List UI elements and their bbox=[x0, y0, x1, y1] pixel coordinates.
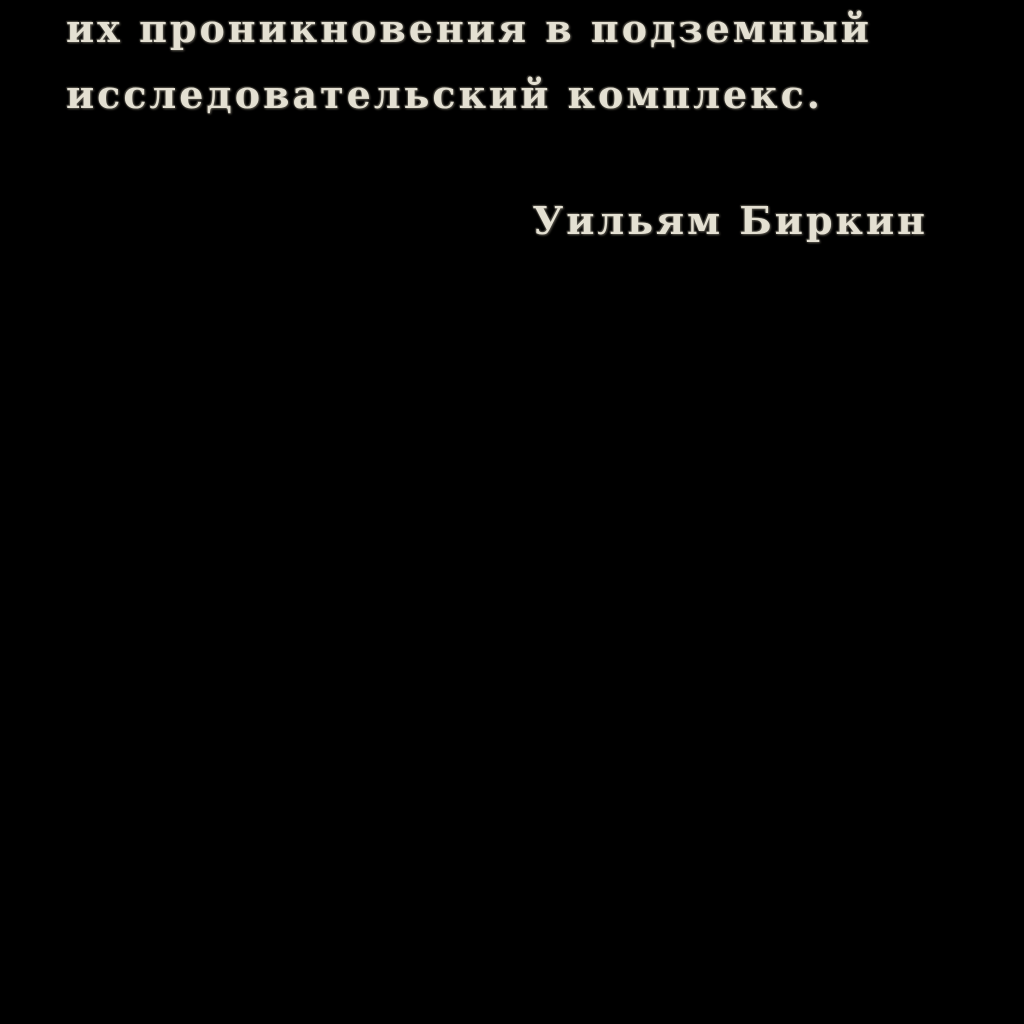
memo-text-line-1: их проникновения в подземный bbox=[66, 6, 872, 51]
memo-text-line-2: исследовательский комплекс. bbox=[66, 72, 824, 117]
memo-signature: Уильям Биркин bbox=[532, 198, 928, 243]
